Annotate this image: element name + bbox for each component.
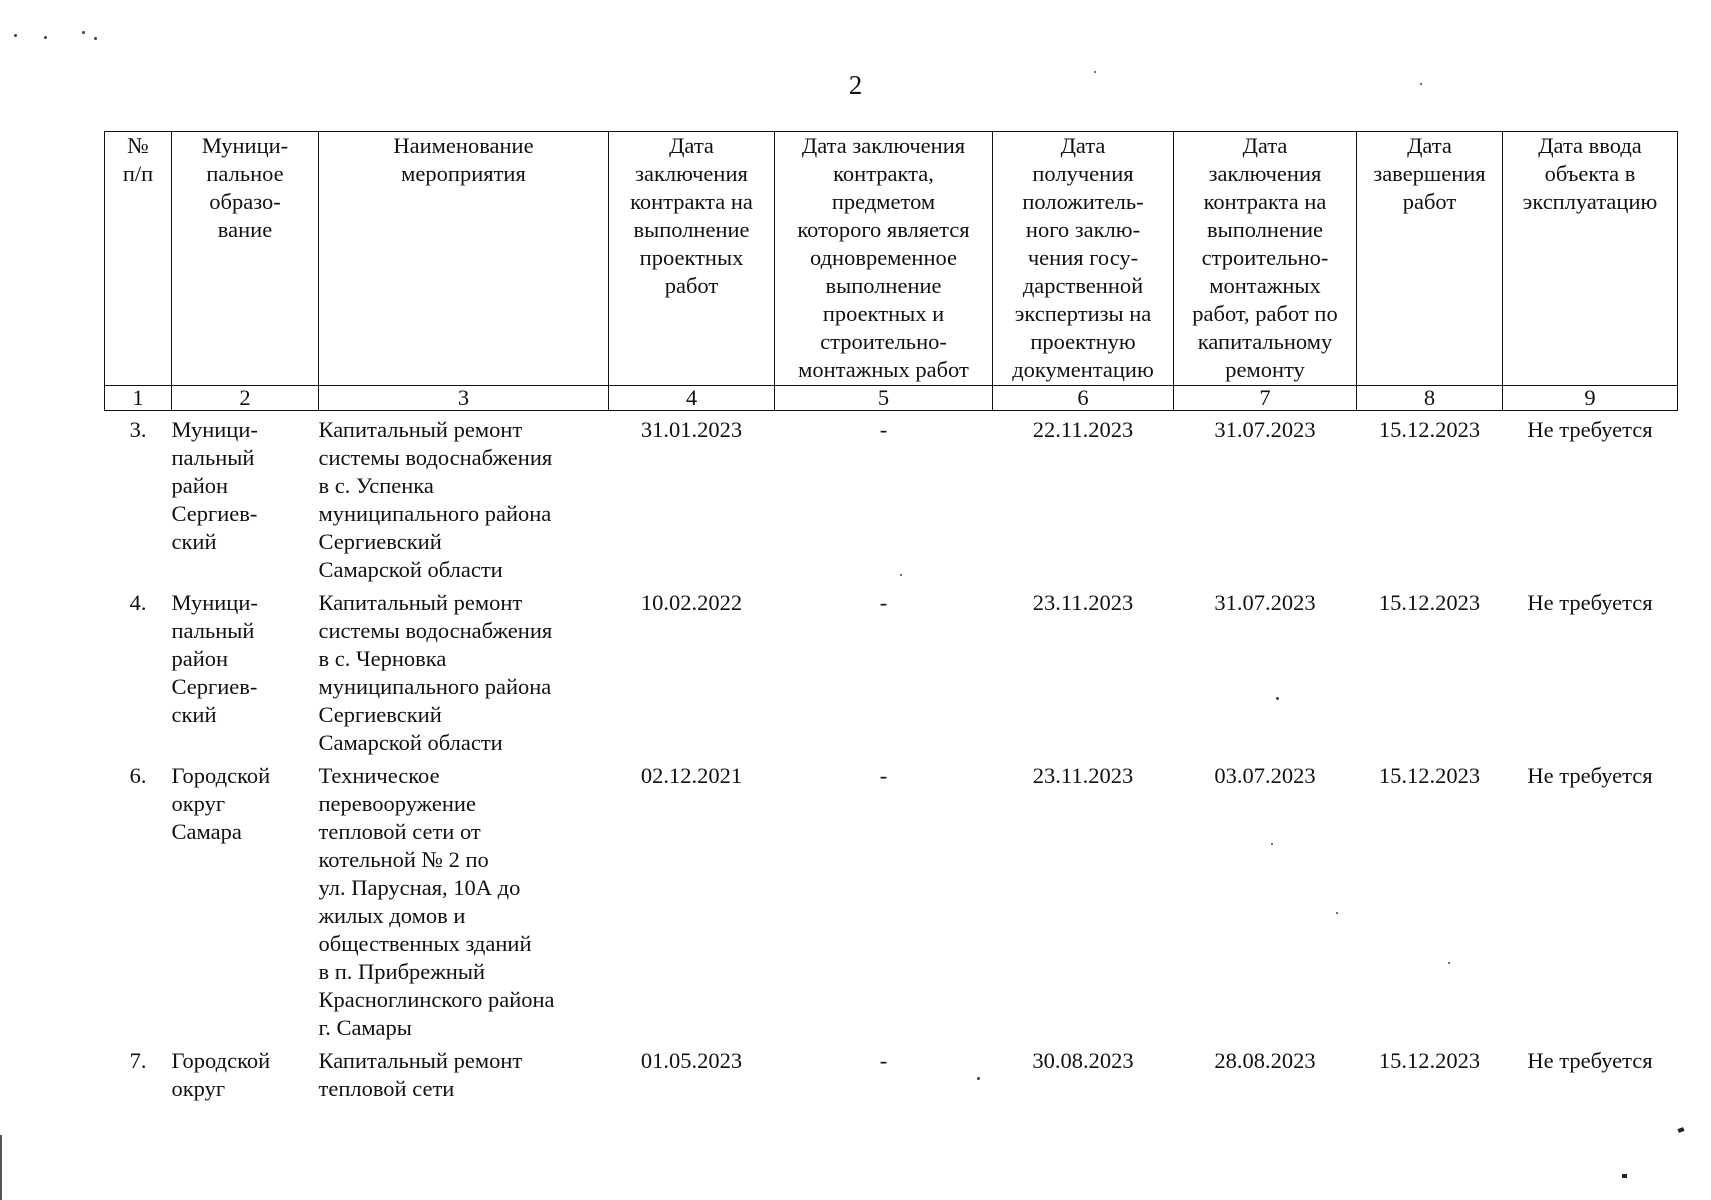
column-number: 1: [105, 386, 172, 411]
expertise-date: 23.11.2023: [1032, 763, 1134, 788]
completion-date: 15.12.2023: [1378, 1048, 1481, 1073]
column-number: 9: [1503, 386, 1678, 411]
design-contract-date: 02.12.2021: [640, 763, 743, 788]
table-row: [105, 411, 1678, 585]
completion-date: 15.12.2023: [1378, 590, 1481, 615]
column-number: 7: [1174, 386, 1357, 411]
construction-contract-date: 28.08.2023: [1214, 1048, 1316, 1073]
column-number: 6: [993, 386, 1174, 411]
column-number-row: [105, 386, 1678, 411]
combined-contract-date: -: [879, 590, 888, 615]
commissioning-date: Не требуется: [1527, 1048, 1653, 1073]
header-event-name: Наименование мероприятия: [319, 132, 609, 386]
municipality-cell: Муници- пальный район Сергиев- ский: [171, 590, 258, 727]
completion-date: 15.12.2023: [1378, 763, 1481, 788]
scan-speck: [14, 34, 17, 37]
construction-contract-date: 31.07.2023: [1214, 590, 1316, 615]
scan-speck: [1420, 83, 1422, 85]
scan-speck: [44, 36, 47, 39]
construction-contract-date: 03.07.2023: [1214, 763, 1316, 788]
expertise-date: 30.08.2023: [1032, 1048, 1134, 1073]
design-contract-date: 01.05.2023: [640, 1048, 743, 1073]
header-combined-contract-date: Дата заключения контракта, предметом которого является одновременное выполнение проектных и строительно- монтажных работ: [775, 132, 993, 386]
event-name-cell: Капитальный ремонт системы водоснабжения в с. Успенка муниципального района Сергиевский Самарской области: [318, 417, 553, 582]
header-commissioning-date: Дата ввода объекта в эксплуатацию: [1503, 132, 1678, 386]
header-row: [105, 132, 1678, 386]
header-no: № п/п: [105, 132, 172, 386]
row-number: 4.: [129, 590, 147, 615]
completion-date: 15.12.2023: [1378, 417, 1481, 442]
commissioning-date: Не требуется: [1527, 417, 1653, 442]
scan-edge-line: [0, 1135, 2, 1200]
scan-speck: [82, 31, 85, 34]
column-number: 5: [775, 386, 993, 411]
design-contract-date: 10.02.2022: [640, 590, 743, 615]
scan-mark: [1622, 1174, 1627, 1178]
header-expertise-date: Дата получения положитель- ного заклю- чения госу- дарственной экспертизы на проектную документацию: [993, 132, 1174, 386]
expertise-date: 23.11.2023: [1032, 590, 1134, 615]
schedule-table: [104, 131, 1678, 1103]
municipality-cell: Городской округ: [171, 1048, 271, 1101]
combined-contract-date: -: [879, 763, 888, 788]
commissioning-date: Не требуется: [1527, 763, 1653, 788]
row-number: 6.: [129, 763, 147, 788]
scan-speck: [94, 37, 97, 40]
header-municipality: Муници- пальное образо- вание: [172, 132, 319, 386]
table-row: [105, 1042, 1678, 1103]
municipality-cell: Городской округ Самара: [171, 763, 271, 844]
page-number: 2: [848, 70, 863, 100]
commissioning-date: Не требуется: [1527, 590, 1653, 615]
column-number: 2: [172, 386, 319, 411]
municipality-cell: Муници- пальный район Сергиев- ский: [171, 417, 258, 554]
column-number: 3: [319, 386, 609, 411]
table-row: [105, 757, 1678, 1042]
header-design-contract-date: Дата заключения контракта на выполнение проектных работ: [609, 132, 775, 386]
header-construction-contract-date: Дата заключения контракта на выполнение строительно- монтажных работ, работ по капитальному ремонту: [1174, 132, 1357, 386]
design-contract-date: 31.01.2023: [640, 417, 743, 442]
row-number: 7.: [129, 1048, 147, 1073]
column-number: 8: [1357, 386, 1503, 411]
combined-contract-date: -: [879, 1048, 888, 1073]
column-number: 4: [609, 386, 775, 411]
scan-mark: [1677, 1127, 1684, 1133]
construction-contract-date: 31.07.2023: [1214, 417, 1316, 442]
expertise-date: 22.11.2023: [1032, 417, 1134, 442]
row-number: 3.: [129, 417, 147, 442]
combined-contract-date: -: [879, 417, 888, 442]
event-name-cell: Капитальный ремонт тепловой сети: [318, 1048, 523, 1101]
table-row: [105, 584, 1678, 757]
header-completion-date: Дата завершения работ: [1357, 132, 1503, 386]
scan-speck: [1094, 71, 1096, 73]
event-name-cell: Капитальный ремонт системы водоснабжения в с. Черновка муниципального района Сергиевский Самарской области: [318, 590, 553, 755]
event-name-cell: Техническое перевооружение тепловой сети от котельной № 2 по ул. Парусная, 10А до жилых домов и общественных зданий в п. Прибрежный Красноглинского района г. Самары: [318, 763, 555, 1040]
